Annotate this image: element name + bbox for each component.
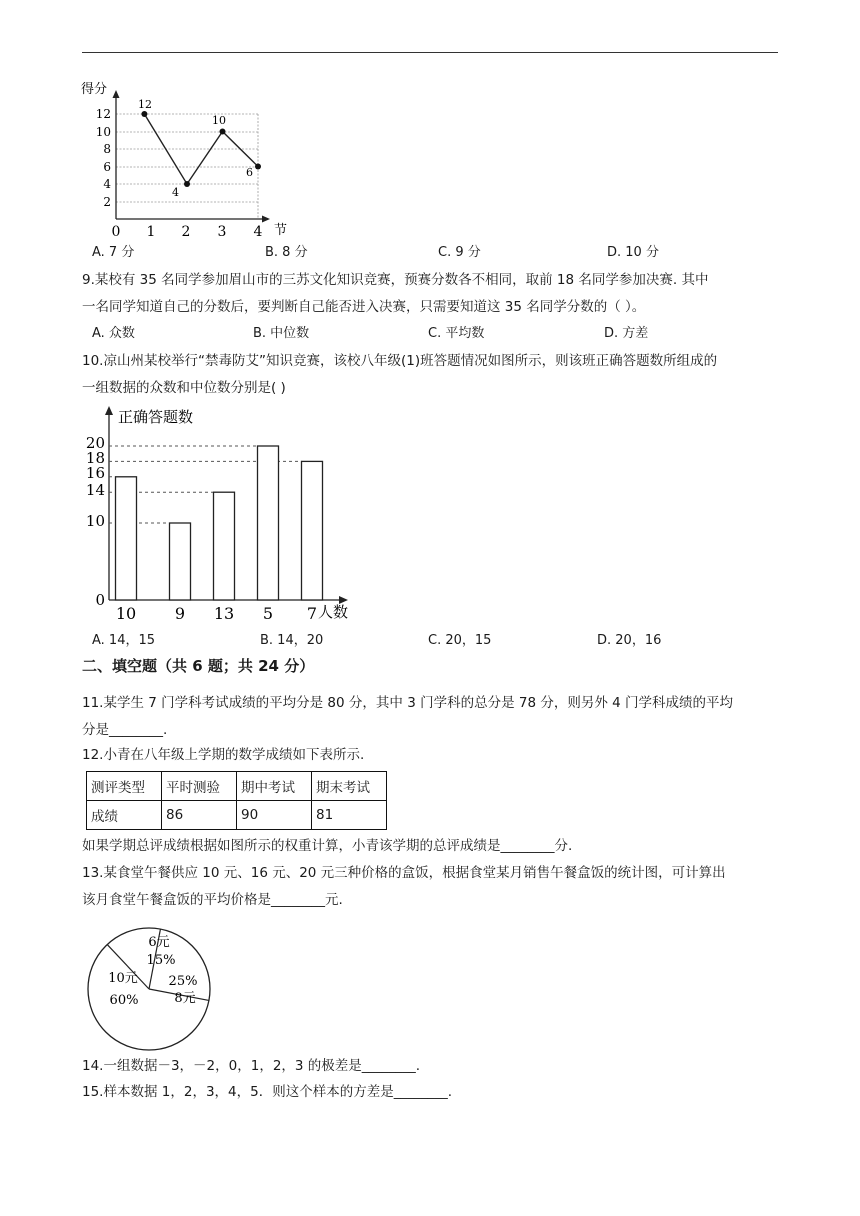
q10-option-c: C. 20，15: [428, 633, 492, 648]
lunch-price-pie-chart: [84, 924, 214, 1054]
pie-label: 10元: [108, 971, 138, 986]
x-tick-label: 10: [115, 604, 137, 623]
y-tick-label: 10: [95, 125, 111, 139]
x-tick-label: 1: [146, 224, 156, 240]
x-axis-arrow: [262, 216, 270, 223]
q10-option-d: D. 20，16: [597, 633, 662, 648]
bar: [214, 492, 235, 600]
y-tick-label: 2: [103, 195, 111, 209]
point-label: 4: [172, 186, 179, 199]
table-header-cell: 期中考试: [237, 772, 312, 801]
table-cell: 成绩: [87, 801, 162, 830]
pie-label: 6元: [148, 935, 170, 950]
table-row: [87, 772, 387, 801]
q15-text: 15.样本数据 1，2，3，4，5．则这个样本的方差是________.: [82, 1084, 452, 1100]
score-line-chart: [78, 76, 298, 244]
q13-text-line2: 该月食堂午餐盒饭的平均价格是________元.: [82, 892, 343, 908]
point-label: 6: [246, 166, 253, 179]
q8-option-b: B. 8 分: [265, 245, 308, 260]
table-cell: 90: [237, 801, 312, 830]
y-tick-label: 10: [85, 512, 105, 530]
q10-option-b: B. 14，20: [260, 633, 324, 648]
y-tick-label: 16: [85, 464, 105, 482]
q10-text-line2: 一组数据的众数和中位数分别是( ): [82, 380, 286, 396]
q8-option-a: A. 7 分: [92, 245, 135, 260]
point-label: 10: [212, 114, 226, 127]
q14-text: 14.一组数据－3，－2，0，1，2，3 的极差是________.: [82, 1058, 421, 1074]
x-tick-label: 13: [213, 604, 235, 623]
q11-text-line2: 分是________.: [82, 722, 168, 738]
q9-option-d: D. 方差: [604, 326, 649, 341]
table-header-cell: 平时测验: [162, 772, 237, 801]
y-tick-label: 14: [85, 481, 105, 499]
y-tick-label: 4: [103, 177, 111, 191]
y-tick-label: 6: [103, 160, 111, 174]
x-tick-label: 5: [262, 604, 274, 623]
q10-text-line1: 10.凉山州某校举行“禁毒防艾”知识竞赛，该校八年级(1)班答题情况如图所示，则该班正确答题数所组成的: [82, 353, 718, 369]
y-axis-label: 得分: [81, 82, 108, 97]
correct-answers-bar-chart: [82, 404, 382, 626]
q12-score-table: [86, 771, 387, 830]
table-row: [87, 801, 387, 830]
table-cell: 81: [312, 801, 387, 830]
y-tick-label: 20: [85, 434, 105, 452]
q9-option-a: A. 众数: [92, 326, 135, 341]
data-point: [184, 181, 190, 187]
q13-text-line1: 13.某食堂午餐供应 10 元、16 元、20 元三种价格的盒饭，根据食堂某月销售午餐盒饭的统计图，可计算出: [82, 865, 726, 881]
pie-label: 60%: [109, 993, 139, 1008]
q8-option-d: D. 10 分: [607, 245, 659, 260]
x-tick-label: 0: [111, 224, 121, 240]
q9-option-b: B. 中位数: [253, 326, 310, 341]
pie-label: 8元: [174, 991, 196, 1006]
x-tick-label: 3: [217, 224, 227, 240]
section2-title: 二、填空题（共 6 题；共 24 分）: [82, 657, 315, 675]
y-axis-arrow: [105, 406, 113, 415]
data-point: [255, 164, 261, 170]
q12-question: 如果学期总评成绩根据如图所示的权重计算，小青该学期的总评成绩是________分.: [82, 838, 573, 854]
q8-option-c: C. 9 分: [438, 245, 481, 260]
q12-intro: 12.小青在八年级上学期的数学成绩如下表所示.: [82, 747, 365, 763]
y-tick-label: 12: [95, 107, 111, 121]
pie-label: 25%: [168, 974, 198, 989]
point-label: 12: [138, 98, 152, 111]
q9-text-line1: 9.某校有 35 名同学参加眉山市的三苏文化知识竞赛，预赛分数各不相同，取前 18 名同学参加决赛. 其中: [82, 272, 709, 288]
y-axis-label: 正确答题数: [118, 408, 194, 426]
x-axis-label: 人数: [318, 603, 349, 621]
x-tick-label: 4: [253, 224, 263, 240]
x-tick-label: 7: [306, 604, 318, 623]
pie-label: 15%: [146, 953, 176, 968]
y-tick-label: 18: [85, 449, 105, 467]
bar: [302, 461, 323, 600]
top-rule: [82, 52, 778, 53]
y-tick-label: 8: [103, 142, 111, 156]
bar: [116, 477, 137, 600]
data-point: [220, 129, 226, 135]
table-cell: 86: [162, 801, 237, 830]
q9-text-line2: 一名同学知道自己的分数后，要判断自己能否进入决赛，只需要知道这 35 名同学分数的（ ）。: [82, 299, 646, 315]
x-tick-label: 2: [181, 224, 191, 240]
bar: [170, 523, 191, 600]
q10-option-a: A. 14，15: [92, 633, 156, 648]
table-header-cell: 期末考试: [312, 772, 387, 801]
x-tick-label: 9: [174, 604, 186, 623]
bar: [258, 446, 279, 600]
x-axis-label: 节: [274, 223, 288, 238]
q11-text-line1: 11.某学生 7 门学科考试成绩的平均分是 80 分，其中 3 门学科的总分是 78 分，则另外 4 门学科成绩的平均: [82, 695, 734, 711]
y-axis-arrow: [113, 90, 120, 98]
line-chart-grid: [116, 114, 258, 219]
table-header-cell: 测评类型: [87, 772, 162, 801]
q9-option-c: C. 平均数: [428, 326, 485, 341]
y-tick-label: 0: [95, 591, 105, 609]
data-point: [141, 111, 147, 117]
